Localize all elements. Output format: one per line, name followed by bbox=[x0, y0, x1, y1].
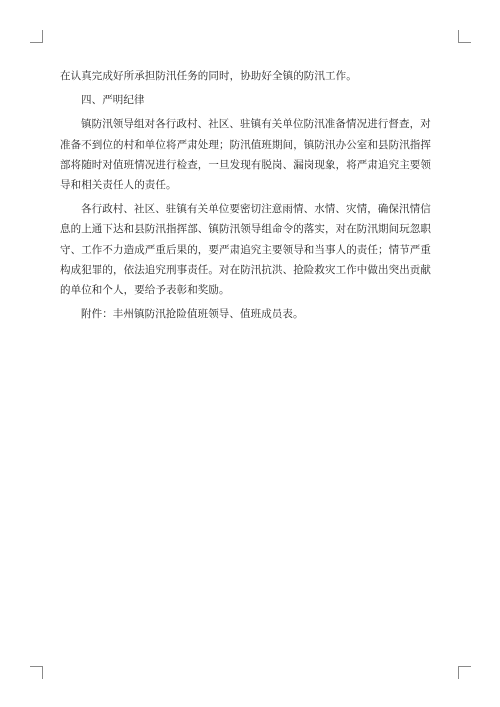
crop-mark-bottom-right bbox=[458, 666, 471, 679]
document-body bbox=[60, 66, 440, 328]
section-heading: 四、严明纪律 bbox=[81, 94, 145, 107]
paragraph-continuation: 在认真完成好所承担防汛任务的同时，协助好全镇的防汛工作。 bbox=[60, 70, 357, 82]
paragraph-responsibility: 各行政村、社区、驻镇有关单位要密切注意雨情、水情、灾情，确保汛情信息的上通下达和县防汛指挥部、镇防汛领导组命令的落实，对在防汛期间玩忽职守、工作不力造成严重后果的，要严肃追究主要领导和当事人的责任；情节严重构成犯罪的，依法追究刑事责任。对在防汛抗洪、抢险救灾工作中做出突出贡献的单位和个人，要给予表彰和奖励。 bbox=[60, 203, 431, 297]
crop-mark-top-left bbox=[30, 30, 43, 43]
crop-mark-bottom-left bbox=[30, 666, 43, 679]
crop-mark-top-right bbox=[458, 30, 471, 43]
paragraph-supervision: 镇防汛领导组对各行政村、社区、驻镇有关单位防汛准备情况进行督查，对准备不到位的村和单位将严肃处理；防汛值班期间，镇防汛办公室和县防汛指挥部将随时对值班情况进行检查，一旦发现有脱岗、漏岗现象，将严肃追究主要领导和相关责任人的责任。 bbox=[60, 118, 431, 192]
paragraph-attachment: 附件：丰州镇防汛抢险值班领导、值班成员表。 bbox=[81, 308, 304, 321]
